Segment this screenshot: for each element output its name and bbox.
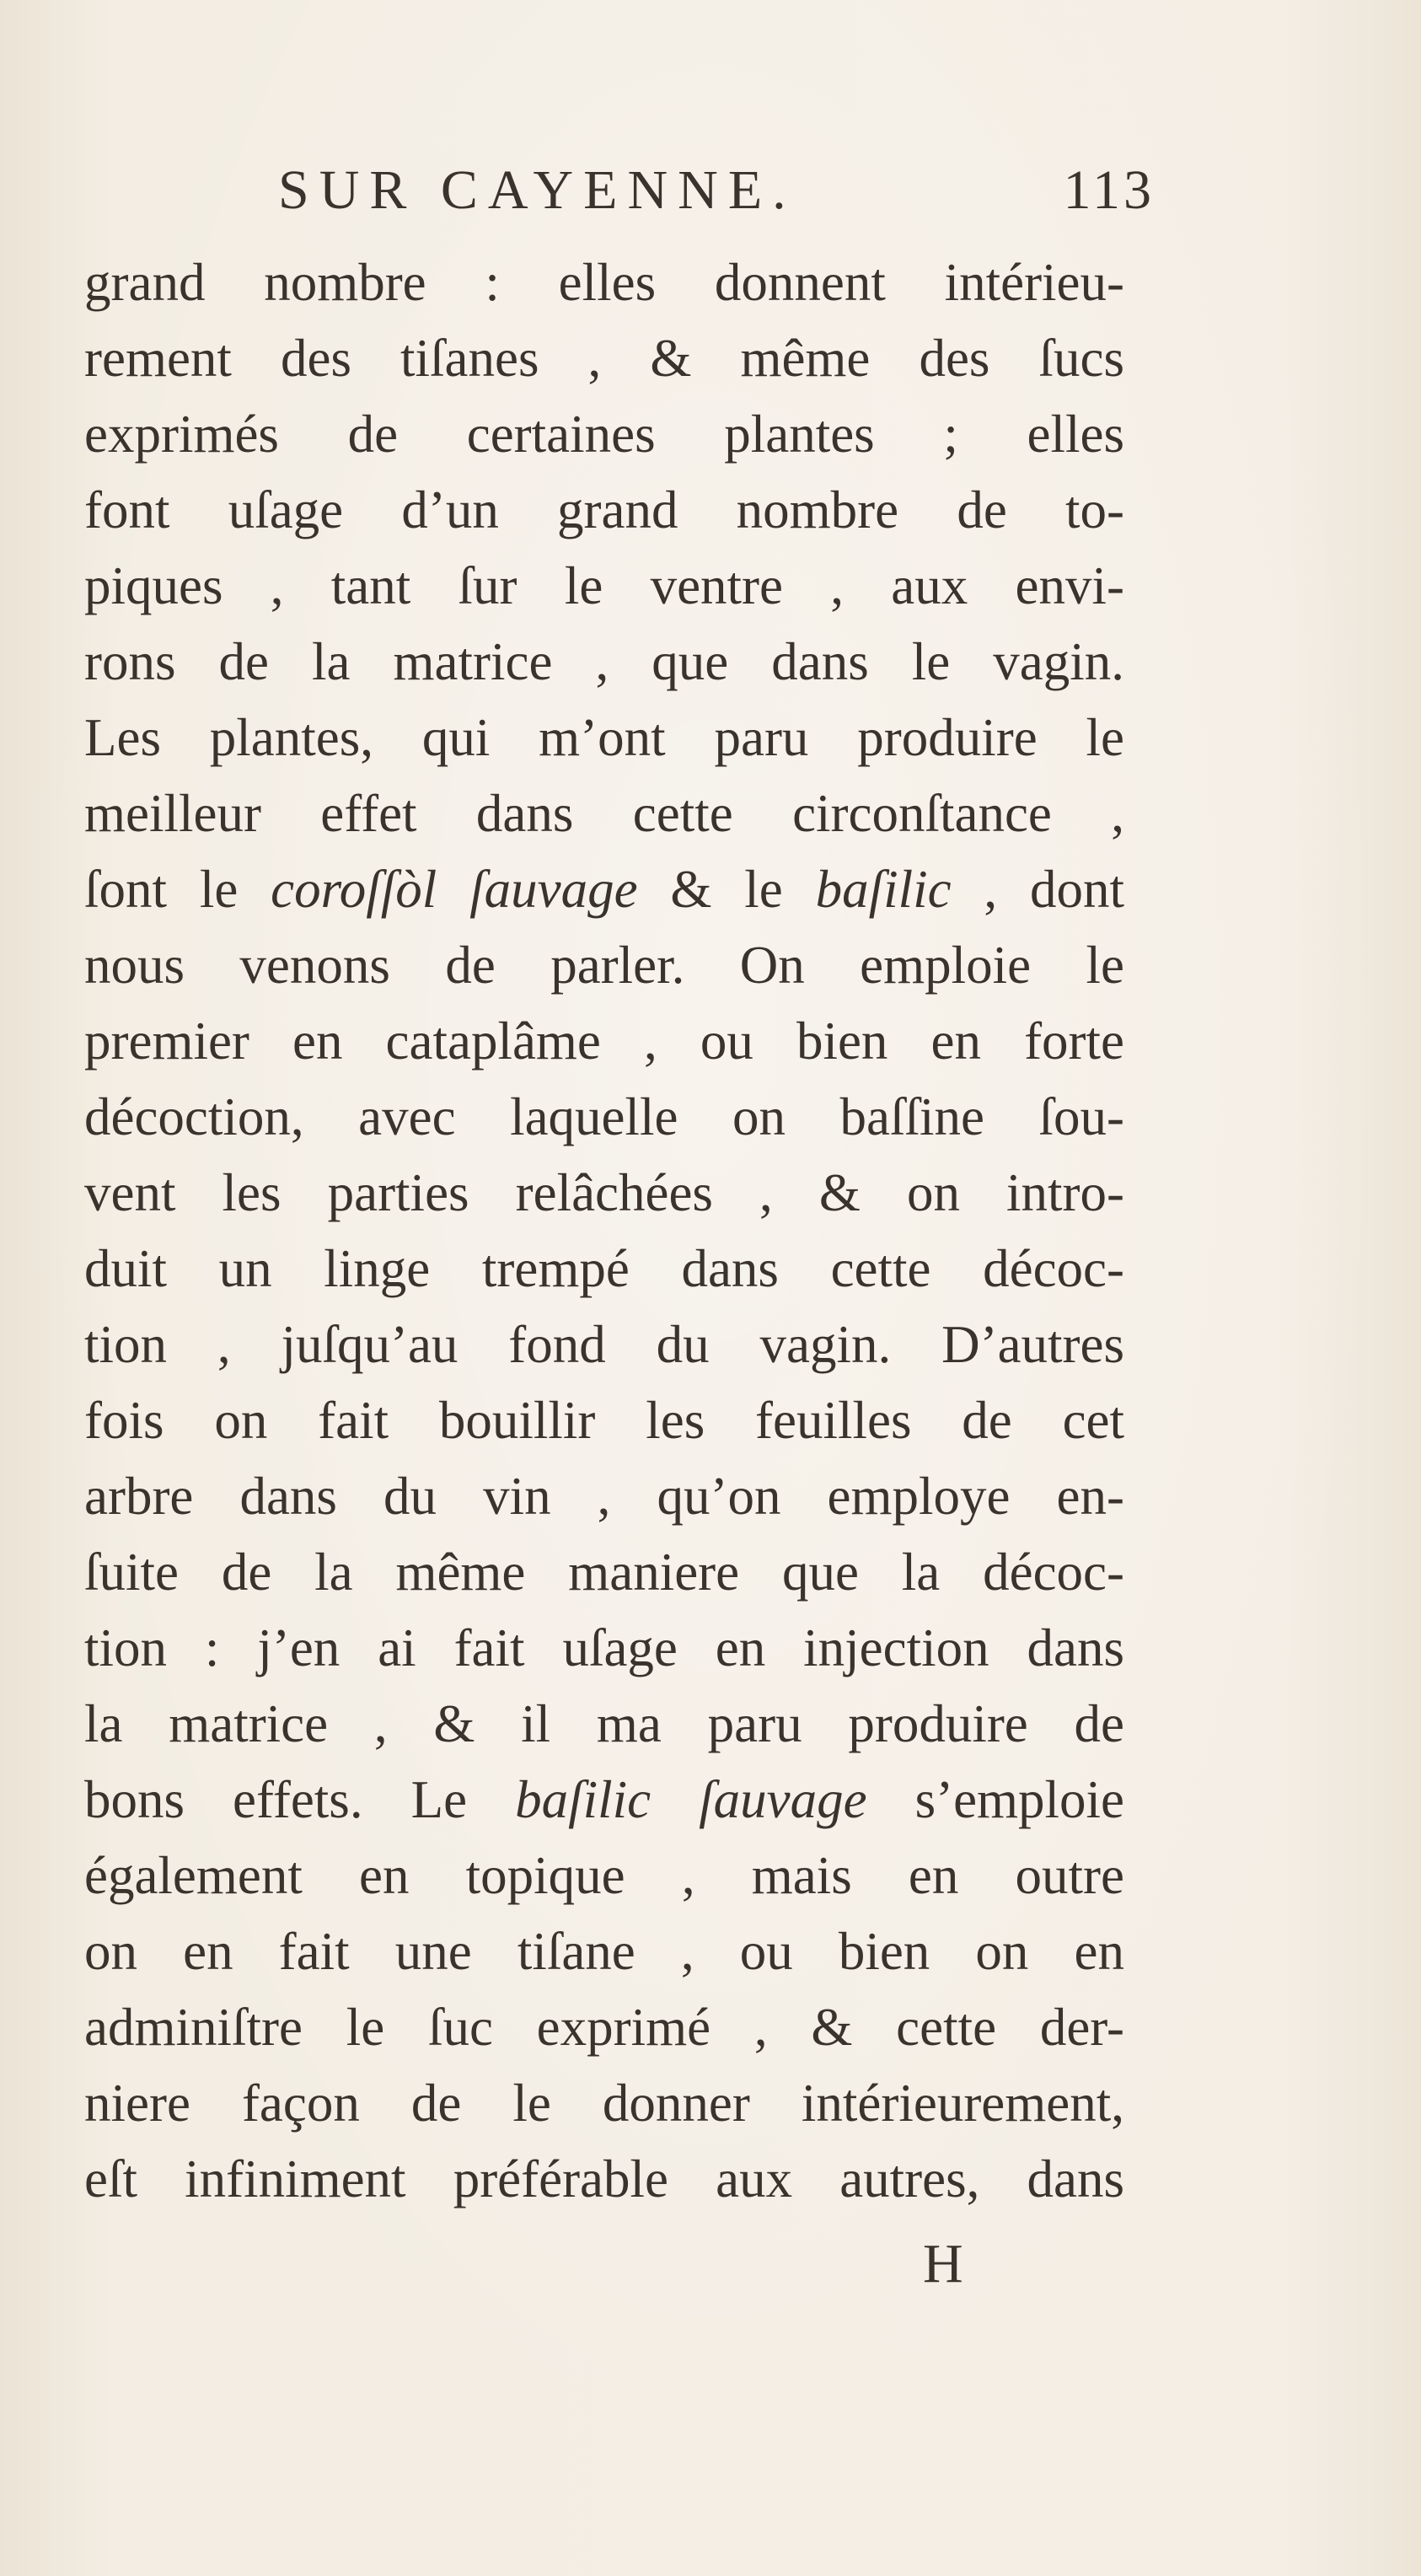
body-text: [84, 244, 1124, 2217]
text-line-with-italics: [84, 1762, 1124, 1838]
text-line: eſt infiniment préférable aux autres, dans: [84, 2149, 1124, 2208]
text-segment: & le: [637, 860, 816, 919]
text-line: nous venons de parler. On emploie le: [84, 936, 1124, 995]
text-line-with-italics: [84, 851, 1124, 927]
signature-mark: H: [923, 2233, 963, 2294]
text-line: niere façon de le donner intérieurement,: [84, 2074, 1124, 2133]
text-line: la matrice , & il ma paru produire de: [84, 1694, 1124, 1753]
text-line: tion , juſqu’au fond du vagin. D’autres: [84, 1315, 1124, 1374]
text-line: décoction, avec laquelle on baſſine ſou-: [84, 1087, 1124, 1146]
text-line: également en topique , mais en outre: [84, 1846, 1124, 1905]
text-line: adminiſtre le ſuc exprimé , & cette der-: [84, 1998, 1124, 2057]
text-line: font uſage d’un grand nombre de to-: [84, 480, 1124, 539]
italic-term: baſilic ſauvage: [515, 1770, 867, 1829]
text-line: tion : j’en ai fait uſage en injection dans: [84, 1618, 1124, 1677]
text-segment: bons effets. Le: [84, 1770, 516, 1829]
text-segment: , dont: [951, 860, 1124, 919]
text-line: grand nombre : elles donnent intérieu-: [84, 253, 1124, 312]
text-line: rons de la matrice , que dans le vagin.: [84, 632, 1124, 691]
running-head: [278, 158, 1155, 234]
text-line: on en fait une tiſane , ou bien on en: [84, 1922, 1124, 1981]
text-line: Les plantes, qui m’ont paru produire le: [84, 708, 1124, 767]
text-line: vent les parties relâchées , & on intro-: [84, 1163, 1124, 1222]
running-title: SUR CAYENNE.: [278, 159, 796, 221]
page-number: 113: [1063, 159, 1155, 221]
text-line: ſuite de la même maniere que la décoc-: [84, 1543, 1124, 1602]
text-line: piques , tant ſur le ventre , aux envi-: [84, 556, 1124, 615]
italic-term: coroſſòl ſauvage: [271, 860, 638, 919]
text-segment: s’emploie: [866, 1770, 1125, 1829]
text-line: meilleur effet dans cette circonſtance ,: [84, 784, 1124, 843]
text-line: fois on fait bouillir les feuilles de cet: [84, 1391, 1124, 1450]
italic-term: baſilic: [815, 860, 952, 919]
text-line: exprimés de certaines plantes ; elles: [84, 405, 1124, 464]
text-segment: ſont le: [84, 860, 271, 919]
text-line: duit un linge trempé dans cette décoc-: [84, 1239, 1124, 1298]
text-line: arbre dans du vin , qu’on employe en-: [84, 1467, 1124, 1526]
text-line: premier en cataplâme , ou bien en forte: [84, 1012, 1124, 1071]
text-line: rement des tiſanes , & même des ſucs: [84, 329, 1124, 388]
